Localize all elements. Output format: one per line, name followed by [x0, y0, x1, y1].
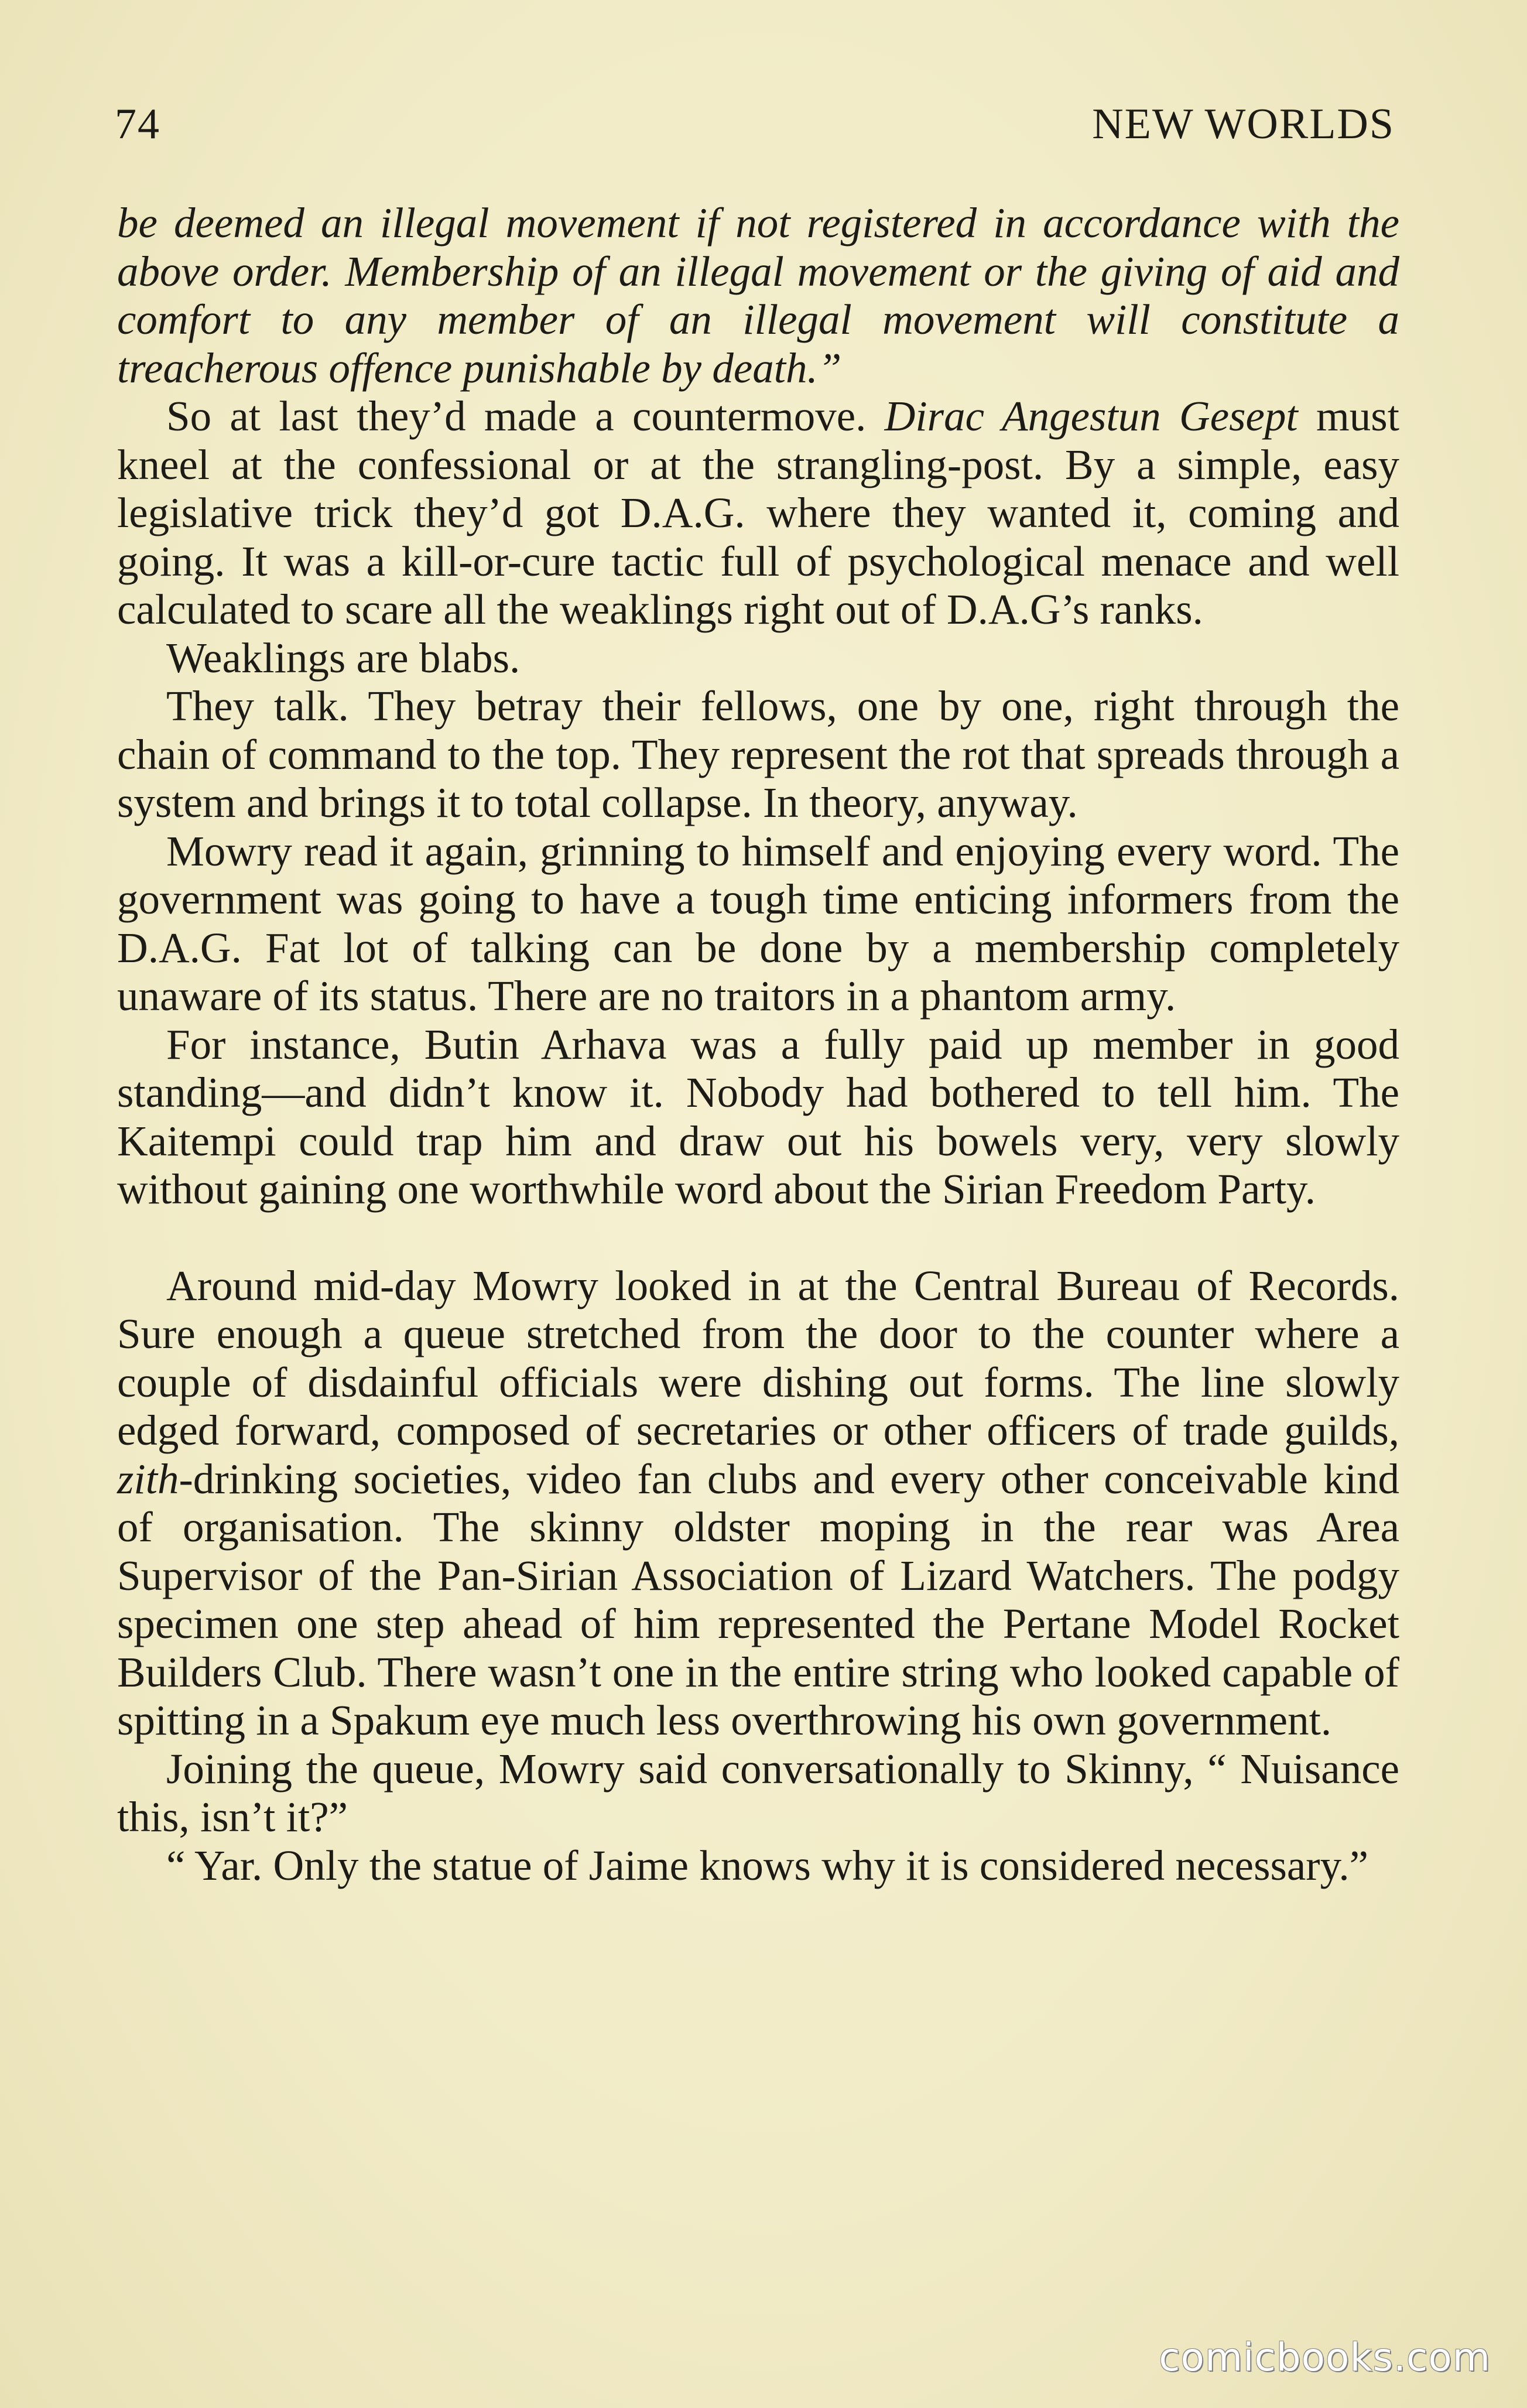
paragraph-text: -drinking societies, video fan clubs and every other conceivable kind of organisation. The skinny oldster moping in the rear was Area Supervisor of the Pan-Sirian Association of Lizard Watchers. The podgy specimen one step ahead of him represented the Pertane Model Rocket Builders Club. There wasn’t one in the entire string who looked capable of spitting in a Spakum eye much less overthrowing his own government.: [117, 1455, 1399, 1744]
paragraph-mowry-read: Mowry read it again, grinning to himself and enjoying every word. The government was going to have a tough time enticing informers from the D.A.G. Fat lot of talking can be done by a membership completely unaware of its status. There are no traitors in a phantom army.: [117, 827, 1399, 1020]
section-break: [117, 1214, 1399, 1262]
page-header: [115, 100, 1395, 164]
paragraph-butin-arhava: For instance, Butin Arhava was a fully paid up member in good standing—and didn’t know it. Nobody had bothered to tell him. The Kaitempi could trap him and draw out his bowels very, very slowly without gaining one worthwhile word about the Sirian Freedom Party.: [117, 1020, 1399, 1213]
paragraph-decree-continuation: be deemed an illegal movement if not registered in accordance with the above order. Membership of an illegal movement or the giving of aid and comfort to any member of an illegal movement will constitute a treacherous offence punishable by death.”: [117, 199, 1399, 392]
paragraph-bureau-of-records: [117, 1262, 1399, 1745]
running-head: NEW WORLDS: [1092, 100, 1395, 148]
paragraph-countermove: [117, 392, 1399, 634]
paragraph-text: So at last they’d made a countermove.: [166, 392, 885, 440]
paragraph-they-talk: They talk. They betray their fellows, one by one, right through the chain of command to the top. They represent the rot that spreads through a system and brings it to total collapse. In theory, anyway.: [117, 682, 1399, 826]
emphasis-zith: zith: [117, 1455, 179, 1503]
body-text: [117, 199, 1399, 1890]
paragraph-text: must kneel at the confessional or at the strangling-post. By a simple, easy legislative trick they’d got D.A.G. where they wanted it, coming and going. It was a kill-or-cure tactic full of psychological menace and well calculated to scare all the weaklings right out of D.A.G’s ranks.: [117, 392, 1399, 633]
page-number: 74: [115, 100, 160, 148]
paragraph-joining-queue: Joining the queue, Mowry said conversationally to Skinny, “ Nuisance this, isn’t it?”: [117, 1745, 1399, 1841]
watermark: comicbooks.com: [1159, 2335, 1491, 2380]
paragraph-yar: “ Yar. Only the statue of Jaime knows why it is considered necessary.”: [166, 1841, 1369, 1889]
emphasis-dag-name: Dirac Angestun Gesept: [884, 392, 1298, 440]
paragraph-weaklings: Weaklings are blabs.: [166, 634, 521, 682]
paragraph-text: Around mid-day Mowry looked in at the Central Bureau of Records. Sure enough a queue stretched from the door to the counter where a couple of disdainful officials were dishing out forms. The line slowly edged forward, composed of secretaries or other officers of trade guilds,: [117, 1261, 1399, 1454]
